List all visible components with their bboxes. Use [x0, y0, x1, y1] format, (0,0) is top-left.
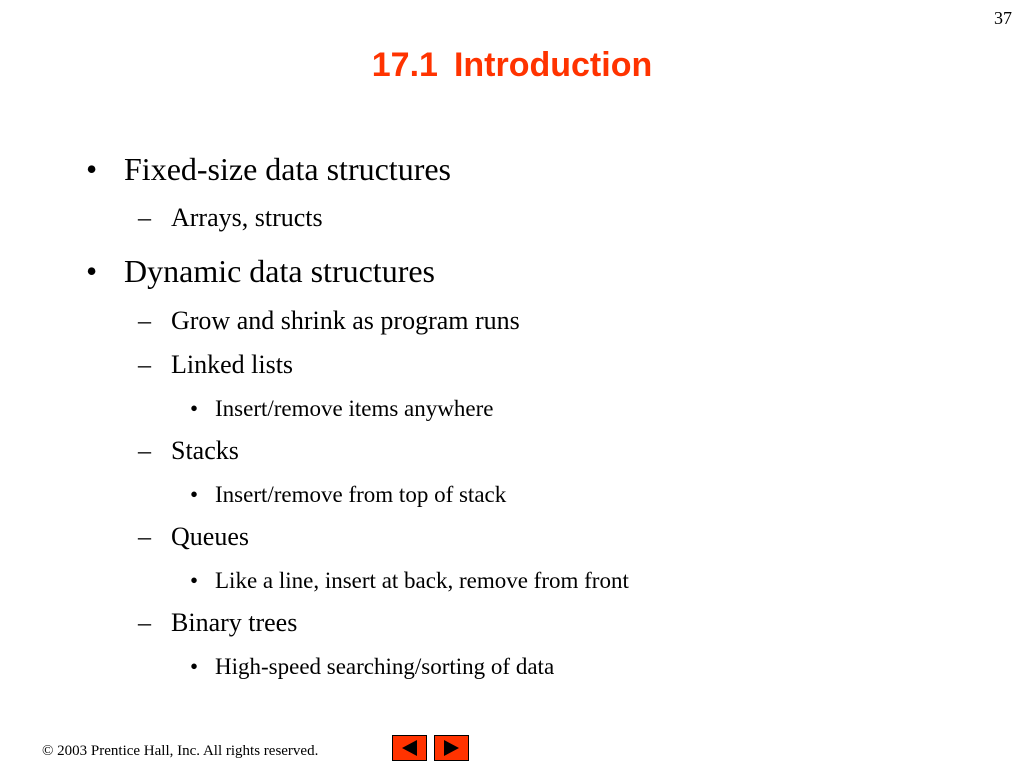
dash-marker: – [138, 522, 151, 551]
copyright-text: 2003 Prentice Hall, Inc. All rights reserved. [53, 743, 319, 759]
sub-queues: Queues [171, 522, 249, 551]
dash-marker: – [138, 350, 151, 379]
right-arrow-icon [435, 736, 468, 760]
sub-stacks: Stacks [171, 436, 239, 465]
bullet-dynamic: Dynamic data structures [124, 253, 435, 289]
bullet-marker: • [190, 482, 199, 507]
previous-slide-button[interactable] [392, 735, 427, 761]
bullet-marker: • [190, 654, 199, 679]
bullet-marker: • [190, 568, 199, 593]
detail-queues: Like a line, insert at back, remove from front [215, 568, 629, 593]
sub-grow-shrink: Grow and shrink as program runs [171, 306, 520, 335]
bullet-marker: • [86, 151, 98, 187]
detail-binary-trees: High-speed searching/sorting of data [215, 654, 555, 679]
title-number: 17.1 [371, 46, 438, 84]
dash-marker: – [138, 306, 151, 335]
sub-binary-trees: Binary trees [171, 608, 298, 637]
dash-marker: – [138, 203, 151, 232]
copyright-footer [42, 743, 318, 760]
dash-marker: – [138, 436, 151, 465]
dash-marker: – [138, 608, 151, 637]
bullet-marker: • [190, 396, 199, 421]
detail-stacks: Insert/remove from top of stack [215, 482, 507, 507]
copyright-icon: © [42, 743, 54, 759]
sub-linked-lists: Linked lists [171, 350, 294, 379]
left-arrow-icon [393, 736, 426, 760]
detail-linked-lists: Insert/remove items anywhere [215, 396, 494, 421]
title-text: Introduction [453, 46, 653, 84]
next-slide-button[interactable] [434, 735, 469, 761]
page-number: 37 [994, 8, 1012, 28]
bullet-fixed-size: Fixed-size data structures [124, 151, 451, 187]
bullet-marker: • [86, 253, 98, 289]
sub-arrays: Arrays, structs [171, 203, 323, 232]
